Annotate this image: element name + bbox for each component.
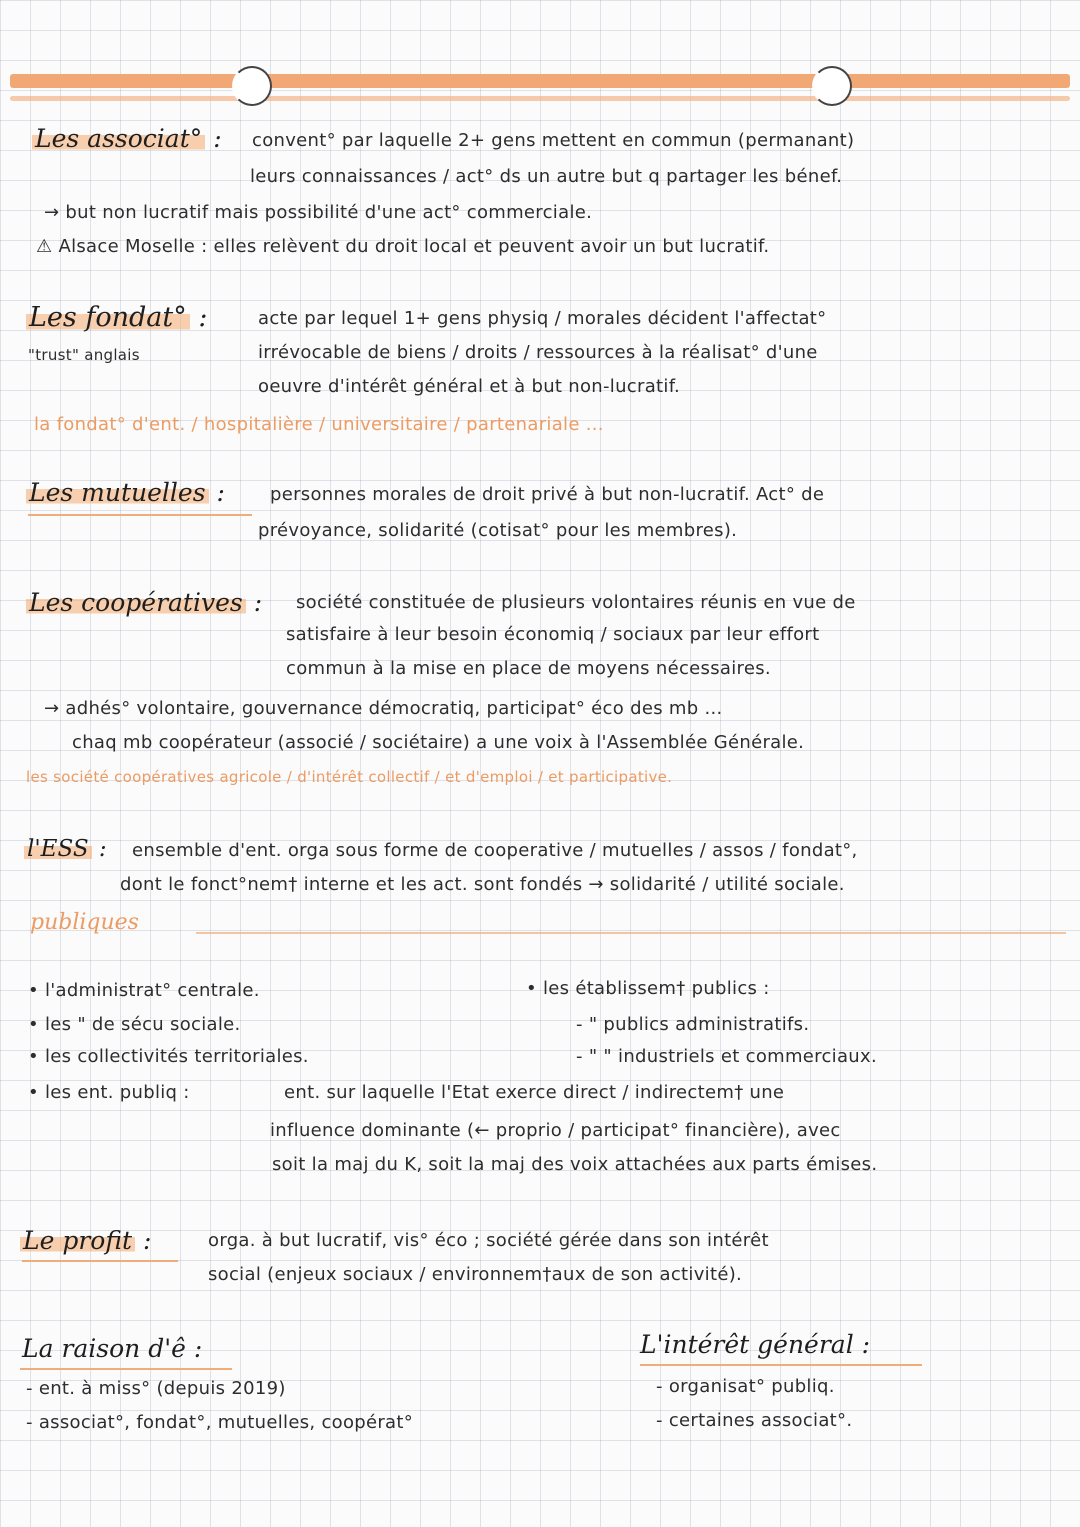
mutuelles-heading: [26, 478, 225, 507]
fondations-heading: [26, 302, 207, 333]
interet-heading: L'intérêt général :: [640, 1330, 871, 1359]
associations-colon: :: [213, 124, 222, 153]
profit-colon: :: [143, 1226, 152, 1255]
cooperatives-def-1: société constituée de plusieurs volontaires réunis en vue de: [296, 592, 856, 613]
publiques-right-2: - " " industriels et commerciaux.: [576, 1046, 877, 1067]
publiques-right-title: • les établissem† publics :: [526, 978, 770, 999]
raison-underline: [20, 1368, 232, 1370]
associations-note-1: → but non lucratif mais possibilité d'une act° commerciale.: [44, 202, 593, 223]
fondations-def-1: acte par lequel 1+ gens physiq / morales décident l'affectat°: [258, 308, 827, 329]
fondations-aside: "trust" anglais: [28, 346, 140, 364]
profit-def-2: social (enjeux sociaux / environnem†aux de son activité).: [208, 1264, 743, 1285]
associations-def-2: leurs connaissances / act° ds un autre but q partager les bénef.: [250, 166, 843, 187]
publiques-ent-1: ent. sur laquelle l'Etat exerce direct / indirectem† une: [284, 1082, 785, 1103]
raison-heading: La raison d'ê :: [22, 1334, 203, 1363]
associations-title: Les associat°: [32, 124, 205, 153]
cooperatives-note-2: chaq mb coopérateur (associé / sociétaire) a une voix à l'Assemblée Générale.: [72, 732, 805, 753]
mutuelles-title: Les mutuelles: [26, 478, 209, 507]
ess-def-1: ensemble d'ent. orga sous forme de cooperative / mutuelles / assos / fondat°,: [132, 840, 858, 861]
publiques-right-1: - " publics administratifs.: [576, 1014, 810, 1035]
profit-underline: [22, 1260, 178, 1262]
raison-item-2: - associat°, fondat°, mutuelles, coopérat°: [26, 1412, 414, 1433]
ess-def-2: dont le fonct°nem† interne et les act. sont fondés → solidarité / utilité sociale.: [120, 874, 845, 895]
ess-colon: :: [98, 836, 107, 862]
publiques-left-2: • les " de sécu sociale.: [28, 1014, 241, 1035]
fondations-def-3: oeuvre d'intérêt général et à but non-lucratif.: [258, 376, 681, 397]
binder-ring-left: [232, 66, 272, 106]
interet-underline: [640, 1364, 922, 1366]
publiques-left-3: • les collectivités territoriales.: [28, 1046, 309, 1067]
mutuelles-def-1: personnes morales de droit privé à but non-lucratif. Act° de: [270, 484, 825, 505]
publiques-ent-2: influence dominante (← proprio / participat° financière), avec: [270, 1120, 841, 1141]
publiques-left-4: • les ent. publiq :: [28, 1082, 190, 1103]
publiques-ent-3: soit la maj du K, soit la maj des voix attachées aux parts émises.: [272, 1154, 878, 1175]
fondations-types: la fondat° d'ent. / hospitalière / universitaire / partenariale ...: [34, 414, 604, 435]
ess-title: l'ESS: [24, 836, 92, 862]
profit-heading: [20, 1226, 151, 1255]
associations-note-2: ⚠ Alsace Moselle : elles relèvent du droit local et peuvent avoir un but lucratif.: [36, 236, 770, 257]
cooperatives-heading: [26, 588, 262, 617]
publiques-heading: publiques: [30, 910, 139, 935]
profit-def-1: orga. à but lucratif, vis° éco ; société gérée dans son intérêt: [208, 1230, 769, 1251]
cooperatives-note-1: → adhés° volontaire, gouvernance démocratiq, participat° éco des mb ...: [44, 698, 723, 719]
fondations-colon: :: [198, 302, 208, 333]
associations-def-1: convent° par laquelle 2+ gens mettent en commun (permanant): [252, 130, 855, 151]
interet-item-1: - organisat° publiq.: [656, 1376, 835, 1397]
cooperatives-title: Les coopératives: [26, 588, 246, 617]
profit-title: Le profit: [20, 1226, 135, 1255]
ess-heading: [24, 836, 107, 862]
publiques-rule: [196, 932, 1066, 934]
cooperatives-def-2: satisfaire à leur besoin économiq / sociaux par leur effort: [286, 624, 820, 645]
mutuelles-underline: [28, 514, 252, 516]
publiques-left-1: • l'administrat° centrale.: [28, 980, 260, 1001]
interet-item-2: - certaines associat°.: [656, 1410, 853, 1431]
fondations-def-2: irrévocable de biens / droits / ressources à la réalisat° d'une: [258, 342, 818, 363]
fondations-title: Les fondat°: [26, 302, 190, 333]
binder-strip-lower: [10, 96, 1070, 101]
cooperatives-def-3: commun à la mise en place de moyens nécessaires.: [286, 658, 771, 679]
binder-ring-right: [812, 66, 852, 106]
binder-strip: [10, 74, 1070, 88]
raison-item-1: - ent. à miss° (depuis 2019): [26, 1378, 286, 1399]
mutuelles-colon: :: [216, 478, 225, 507]
cooperatives-types: les société coopératives agricole / d'intérêt collectif / et d'emploi / et participative.: [26, 768, 673, 786]
cooperatives-colon: :: [253, 588, 263, 617]
associations-heading: [32, 124, 222, 153]
mutuelles-def-2: prévoyance, solidarité (cotisat° pour les membres).: [258, 520, 738, 541]
